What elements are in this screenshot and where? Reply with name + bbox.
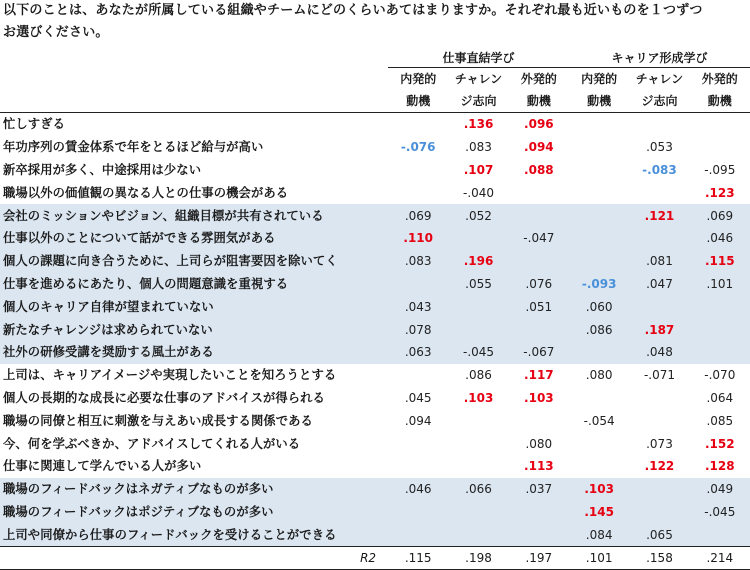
coefficient-cell — [448, 364, 508, 387]
coefficient-cell — [388, 432, 448, 455]
row-label: 職場のフィードバックはポジティブなものが多い — [0, 501, 388, 524]
coefficient-value: -.076 — [400, 140, 436, 155]
coefficient-cell — [629, 204, 689, 227]
table-row — [0, 318, 750, 341]
coefficient-cell — [509, 250, 569, 273]
coefficient-value: .096 — [524, 117, 554, 132]
coefficient-cell — [690, 364, 750, 387]
coefficient-cell — [509, 113, 569, 136]
coefficient-value: .083 — [465, 140, 492, 155]
coefficient-cell — [388, 136, 448, 159]
coefficient-value: .187 — [644, 322, 675, 337]
question-line-2: お選びください。 — [3, 25, 109, 40]
coefficient-value: .043 — [404, 299, 432, 314]
coefficient-cell — [569, 136, 629, 159]
row-label: 上司は、キャリアイメージや実現したいことを知ろうとする — [3, 368, 337, 383]
column-header-row — [0, 68, 750, 113]
coefficient-cell — [690, 501, 750, 524]
coefficient-cell — [690, 478, 750, 501]
table-row — [0, 181, 750, 204]
coefficient-value: .069 — [404, 208, 432, 223]
coefficient-cell — [448, 204, 508, 227]
coefficient-value: .049 — [706, 482, 734, 497]
coefficient-cell — [569, 478, 629, 501]
coefficient-cell — [569, 409, 629, 432]
coefficient-cell — [388, 204, 448, 227]
coefficient-cell — [509, 181, 569, 204]
coefficient-cell — [569, 273, 629, 296]
coefficient-value: .053 — [646, 140, 673, 155]
row-label: 仕事を進めるにあたり、個人の問題意識を重視する — [0, 273, 388, 296]
coefficient-cell — [629, 478, 689, 501]
coefficient-value: .065 — [646, 527, 673, 542]
coefficient-value: .063 — [404, 345, 432, 360]
coefficient-cell — [388, 113, 448, 136]
coefficient-cell — [690, 273, 750, 296]
coefficient-value: -.083 — [642, 162, 677, 177]
coefficient-cell — [569, 204, 629, 227]
coefficient-cell — [509, 227, 569, 250]
coefficient-cell — [690, 318, 750, 341]
col-header-3: 外発的 動機 — [509, 68, 569, 113]
coefficient-cell — [690, 455, 750, 478]
coefficient-cell — [690, 136, 750, 159]
r2-value: .214 — [690, 547, 750, 570]
coefficient-value: .083 — [404, 254, 432, 269]
r2-value: .158 — [629, 547, 689, 570]
coefficient-cell — [509, 136, 569, 159]
coefficient-cell — [629, 318, 689, 341]
table-row — [0, 387, 750, 410]
question-text — [3, 0, 747, 44]
coefficient-value: .085 — [706, 413, 734, 428]
row-label: 忙しすぎる — [3, 117, 65, 132]
coefficient-value: .064 — [706, 390, 734, 405]
coefficient-cell — [448, 432, 508, 455]
table-row — [0, 273, 750, 296]
coefficient-cell — [509, 295, 569, 318]
row-label: 新たなチャレンジは求められていない — [0, 318, 388, 341]
coefficient-cell — [569, 455, 629, 478]
coefficient-cell — [690, 204, 750, 227]
coefficient-cell — [569, 318, 629, 341]
coefficient-value: .046 — [706, 231, 734, 246]
coefficient-value: .048 — [646, 345, 673, 360]
question-line-1: 以下のことは、あなたが所属している組織やチームにどのくらいあてはまりますか。それぞれ最も近いものを１つずつ — [3, 3, 703, 18]
col-header-2: チャレン ジ志向 — [448, 68, 508, 113]
coefficient-value: -.071 — [643, 368, 675, 383]
coefficient-cell — [629, 432, 689, 455]
table-row — [0, 295, 750, 318]
coefficient-cell — [690, 159, 750, 182]
coefficient-value: .094 — [524, 140, 554, 155]
coefficient-cell — [509, 387, 569, 410]
coefficient-value: .066 — [465, 482, 492, 497]
coefficient-cell — [448, 159, 508, 182]
row-label: 個人の長期的な成長に必要な仕事のアドバイスが得られる — [3, 390, 325, 405]
r2-label: R2 — [0, 547, 388, 570]
coefficient-value: -.070 — [704, 368, 736, 383]
coefficient-cell — [569, 364, 629, 387]
table-row — [0, 523, 750, 546]
coefficient-cell — [629, 159, 689, 182]
coefficient-cell — [690, 295, 750, 318]
coefficient-cell — [448, 136, 508, 159]
coefficient-cell — [509, 409, 569, 432]
row-label: 新卒採用が多く、中途採用は少ない — [3, 162, 202, 177]
table-row — [0, 432, 750, 455]
coefficient-cell — [569, 295, 629, 318]
row-label: 社外の研修受講を奨励する風土がある — [0, 341, 388, 364]
coefficient-value: .101 — [706, 276, 734, 291]
coefficient-cell — [569, 432, 629, 455]
coefficient-cell — [448, 523, 508, 546]
coefficient-value: .060 — [585, 299, 613, 314]
coefficient-value: .128 — [705, 459, 735, 474]
coefficient-value: .037 — [525, 482, 553, 497]
row-label: 職場以外の価値観の異なる人との仕事の機会がある — [3, 185, 289, 200]
coefficient-cell — [448, 455, 508, 478]
coefficient-cell — [509, 455, 569, 478]
coefficient-value: .103 — [463, 390, 494, 405]
coefficient-cell — [388, 409, 448, 432]
coefficient-cell — [388, 501, 448, 524]
coefficient-value: .110 — [403, 231, 433, 246]
coefficient-cell — [569, 341, 629, 364]
coefficient-value: .076 — [525, 276, 553, 291]
coefficient-cell — [690, 432, 750, 455]
table-row — [0, 250, 750, 273]
coefficient-cell — [509, 204, 569, 227]
coefficient-cell — [629, 273, 689, 296]
coefficient-cell — [569, 523, 629, 546]
coefficient-value: .069 — [706, 208, 734, 223]
coefficient-cell — [388, 387, 448, 410]
row-label: 職場の同僚と相互に刺激を与えあい成長する関係である — [3, 413, 313, 428]
coefficient-cell — [388, 250, 448, 273]
coefficient-value: .103 — [584, 482, 614, 497]
coefficient-cell — [629, 136, 689, 159]
r2-value: .115 — [388, 547, 448, 570]
coefficient-cell — [569, 113, 629, 136]
coefficient-cell — [388, 478, 448, 501]
group-header-work-learning: 仕事直結学び — [388, 46, 569, 68]
coefficient-cell — [690, 250, 750, 273]
coefficient-value: .047 — [646, 276, 673, 291]
empty-header-cell — [0, 46, 388, 68]
row-label: 職場のフィードバックはネガティブなものが多い — [0, 478, 388, 501]
r2-value: .101 — [569, 547, 629, 570]
coefficient-cell — [629, 523, 689, 546]
table-row — [0, 409, 750, 432]
coefficient-cell — [509, 318, 569, 341]
coefficient-cell — [448, 181, 508, 204]
coefficient-value: .136 — [463, 117, 494, 132]
coefficient-value: .052 — [465, 208, 492, 223]
coefficient-cell — [509, 478, 569, 501]
coefficient-cell — [388, 523, 448, 546]
table-row — [0, 501, 750, 524]
coefficient-cell — [629, 364, 689, 387]
coefficient-value: .078 — [404, 322, 432, 337]
coefficient-cell — [629, 227, 689, 250]
row-label: 上司や同僚から仕事のフィードバックを受けることができる — [0, 523, 388, 546]
coefficient-value: .117 — [524, 368, 554, 383]
coefficient-value: .084 — [585, 527, 613, 542]
coefficient-value: -.095 — [704, 162, 736, 177]
coefficient-cell — [569, 181, 629, 204]
coefficient-value: .045 — [404, 390, 432, 405]
coefficient-cell — [569, 250, 629, 273]
coefficient-value: -.047 — [523, 231, 555, 246]
coefficient-value: .088 — [524, 162, 554, 177]
coefficient-value: .121 — [644, 208, 675, 223]
coefficient-value: -.045 — [704, 504, 736, 519]
coefficient-value: .103 — [524, 390, 554, 405]
group-header-row — [0, 46, 750, 68]
table-row — [0, 364, 750, 387]
coefficient-value: .094 — [404, 413, 432, 428]
row-label: 年功序列の賃金体系で年をとるほど給与が高い — [3, 140, 264, 155]
coefficient-value: -.045 — [462, 345, 495, 360]
coefficient-value: .051 — [525, 299, 553, 314]
coefficient-cell — [629, 501, 689, 524]
coefficient-value: .046 — [404, 482, 432, 497]
coefficient-cell — [629, 250, 689, 273]
coefficient-cell — [388, 159, 448, 182]
coefficient-cell — [629, 455, 689, 478]
row-label: 仕事に関連して学んでいる人が多い — [3, 459, 202, 474]
table-row — [0, 136, 750, 159]
coefficient-value: .086 — [585, 322, 613, 337]
coefficient-cell — [448, 387, 508, 410]
coefficient-value: .073 — [646, 436, 673, 451]
r2-row — [0, 547, 750, 570]
row-label: 今、何を学ぶべきか、アドバイスしてくれる人がいる — [3, 436, 301, 451]
coefficient-cell — [690, 227, 750, 250]
coefficient-cell — [690, 113, 750, 136]
coefficient-value: -.040 — [462, 185, 495, 200]
table-row — [0, 341, 750, 364]
coefficient-cell — [448, 501, 508, 524]
coefficient-value: .152 — [705, 436, 735, 451]
coefficient-cell — [448, 273, 508, 296]
col-header-1: 内発的 動機 — [388, 68, 448, 113]
coefficient-cell — [569, 159, 629, 182]
coefficient-cell — [690, 341, 750, 364]
coefficient-value: .081 — [646, 254, 673, 269]
coefficient-cell — [388, 455, 448, 478]
coefficient-cell — [629, 295, 689, 318]
coefficient-cell — [509, 364, 569, 387]
coefficient-value: .055 — [465, 276, 492, 291]
coefficient-cell — [448, 318, 508, 341]
regression-table — [0, 46, 750, 570]
coefficient-cell — [388, 341, 448, 364]
coefficient-cell — [388, 295, 448, 318]
row-label: 個人のキャリア自律が望まれていない — [0, 295, 388, 318]
coefficient-cell — [448, 227, 508, 250]
r2-value: .198 — [448, 547, 508, 570]
coefficient-value: .107 — [463, 162, 494, 177]
coefficient-cell — [509, 432, 569, 455]
coefficient-value: .115 — [705, 254, 735, 269]
col-header-6: 外発的 動機 — [690, 68, 750, 113]
coefficient-cell — [569, 501, 629, 524]
coefficient-cell — [388, 273, 448, 296]
group-header-career-learning: キャリア形成学び — [569, 46, 750, 68]
table-row — [0, 113, 750, 136]
coefficient-cell — [448, 113, 508, 136]
coefficient-value: .145 — [584, 504, 614, 519]
coefficient-cell — [388, 318, 448, 341]
coefficient-value: .113 — [524, 459, 554, 474]
table-row — [0, 159, 750, 182]
coefficient-cell — [629, 341, 689, 364]
coefficient-cell — [448, 295, 508, 318]
table-body — [0, 113, 750, 547]
coefficient-cell — [569, 227, 629, 250]
coefficient-cell — [629, 181, 689, 204]
coefficient-cell — [509, 159, 569, 182]
coefficient-cell — [388, 364, 448, 387]
coefficient-value: -.067 — [523, 345, 555, 360]
coefficient-cell — [509, 273, 569, 296]
coefficient-value: .123 — [705, 185, 735, 200]
coefficient-cell — [690, 409, 750, 432]
coefficient-value: .196 — [463, 254, 494, 269]
row-label: 仕事以外のことについて話ができる雰囲気がある — [0, 227, 388, 250]
coefficient-cell — [690, 181, 750, 204]
coefficient-value: -.054 — [583, 413, 615, 428]
row-label: 会社のミッションやビジョン、組織目標が共有されている — [0, 204, 388, 227]
table-row — [0, 227, 750, 250]
coefficient-cell — [690, 523, 750, 546]
coefficient-cell — [569, 387, 629, 410]
coefficient-value: .122 — [644, 459, 675, 474]
coefficient-cell — [509, 501, 569, 524]
coefficient-cell — [388, 181, 448, 204]
table-row — [0, 204, 750, 227]
coefficient-cell — [448, 478, 508, 501]
coefficient-cell — [629, 113, 689, 136]
table-row — [0, 478, 750, 501]
coefficient-value: -.093 — [581, 276, 617, 291]
coefficient-cell — [509, 341, 569, 364]
row-label: 個人の課題に向き合うために、上司らが阻害要因を除いてく — [0, 250, 388, 273]
coefficient-cell — [448, 409, 508, 432]
coefficient-cell — [690, 387, 750, 410]
col-header-4: 内発的 動機 — [569, 68, 629, 113]
r2-value: .197 — [509, 547, 569, 570]
coefficient-value: .080 — [525, 436, 553, 451]
coefficient-value: .086 — [465, 368, 492, 383]
coefficient-cell — [629, 409, 689, 432]
coefficient-value: .080 — [585, 368, 613, 383]
table-row — [0, 455, 750, 478]
coefficient-cell — [448, 341, 508, 364]
col-header-5: チャレン ジ志向 — [629, 68, 689, 113]
empty-label-header — [0, 68, 388, 113]
coefficient-cell — [629, 387, 689, 410]
coefficient-cell — [509, 523, 569, 546]
coefficient-cell — [388, 227, 448, 250]
coefficient-cell — [448, 250, 508, 273]
